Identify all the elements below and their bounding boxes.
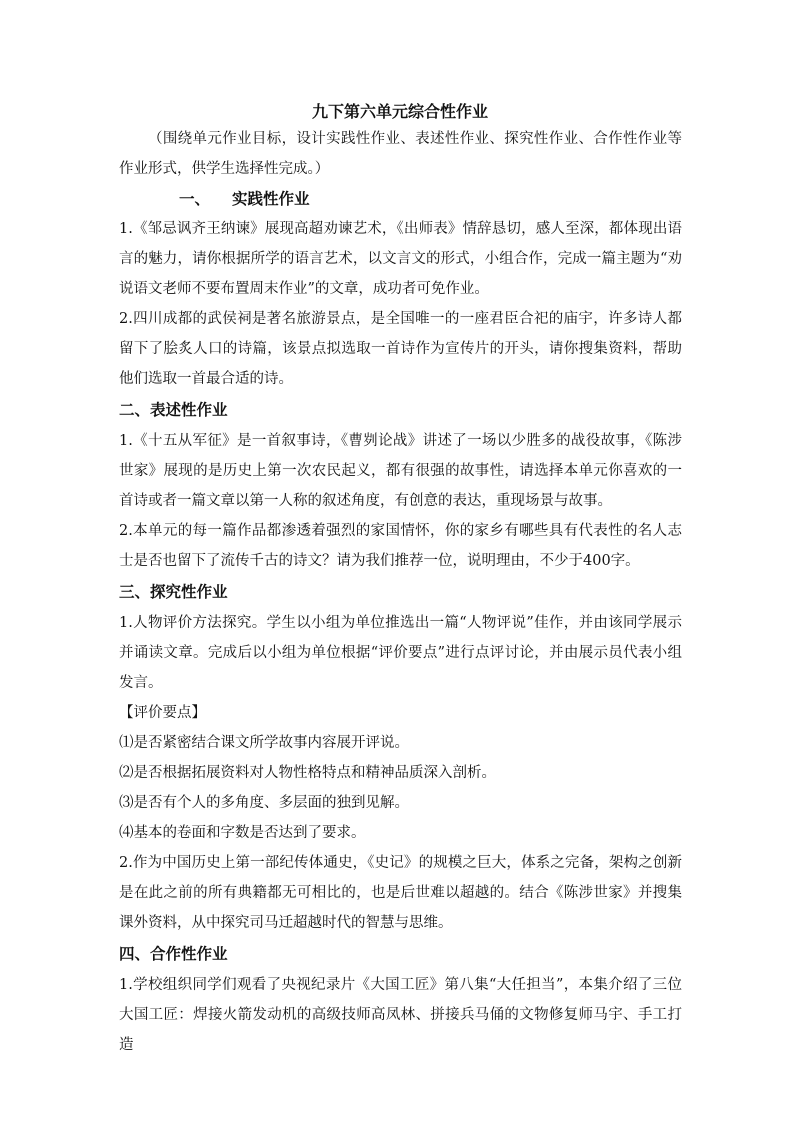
section-heading-cooperation: 四、合作性作业 xyxy=(119,945,228,963)
expression-item-1: 1.《十五从军征》是一首叙事诗，《曹刿论战》讲述了一场以少胜多的战役故事，《陈涉世家》展现的是历史上第一次农民起义，都有很强的故事性，请选择本单元你喜欢的一首诗或者一篇文章以第一人称的叙述角度，有创意的表达，重现场景与故事。 xyxy=(119,433,682,509)
criteria-item-1: ⑴是否紧密结合课文所学故事内容展开评说。 xyxy=(119,735,409,751)
section-number: 一、 xyxy=(179,190,211,208)
intro-paragraph: （围绕单元作业目标，设计实践性作业、表述性作业、探究性作业、合作性作业等作业形式，供学生选择性完成。） xyxy=(119,131,682,177)
practice-item-1: 1.《邹忌讽齐王纳谏》展现高超劝谏艺术，《出师表》情辞恳切，感人至深，都体现出语言的魅力，请你根据所学的语言艺术，以文言文的形式，小组合作，完成一篇主题为“劝说语文老师不要布置周末作业”的文章，成功者可免作业。 xyxy=(119,221,682,297)
criteria-item-4: ⑷基本的卷面和字数是否达到了要求。 xyxy=(119,825,366,841)
section-heading-inquiry: 三、探究性作业 xyxy=(119,583,228,601)
criteria-title: 【评价要点】 xyxy=(119,705,206,721)
section-heading-practice xyxy=(179,184,682,214)
document-body xyxy=(119,124,682,1060)
section-title: 实践性作业 xyxy=(232,190,310,208)
practice-item-2: 2.四川成都的武侯祠是著名旅游景点，是全国唯一的一座君臣合祀的庙宇，许多诗人都留下了脍炙人口的诗篇，该景点拟选取一首诗作为宣传片的开头，请你搜集资料，帮助他们选取一首最合适的诗。 xyxy=(119,311,682,387)
criteria-item-2: ⑵是否根据拓展资料对人物性格特点和精神品质深入剖析。 xyxy=(119,765,496,781)
cooperation-item-1: 1.学校组织同学们观看了央视纪录片《大国工匠》第八集“大任担当”，本集介绍了三位大国工匠：焊接火箭发动机的高级技师高凤林、拼接兵马俑的文物修复师马宇、手工打造 xyxy=(119,977,682,1053)
criteria-item-3: ⑶是否有个人的多角度、多层面的独到见解。 xyxy=(119,795,409,811)
document-title: 九下第六单元综合性作业 xyxy=(311,102,488,121)
section-heading-expression: 二、表述性作业 xyxy=(119,401,228,419)
expression-item-2: 2.本单元的每一篇作品都渗透着强烈的家国情怀，你的家乡有哪些具有代表性的名人志士是否也留下了流传千古的诗文？请为我们推荐一位，说明理由，不少于400字。 xyxy=(119,523,682,569)
inquiry-item-1: 1.人物评价方法探究。学生以小组为单位推选出一篇“人物评说”佳作，并由该同学展示并诵读文章。完成后以小组为单位根据“评价要点”进行点评讨论，并由展示员代表小组发言。 xyxy=(119,615,682,691)
inquiry-item-2: 2.作为中国历史上第一部纪传体通史，《史记》的规模之巨大，体系之完备，架构之创新是在此之前的所有典籍都无可相比的，也是后世难以超越的。结合《陈涉世家》并搜集课外资料，从中探究司马迁超越时代的智慧与思维。 xyxy=(119,855,682,931)
